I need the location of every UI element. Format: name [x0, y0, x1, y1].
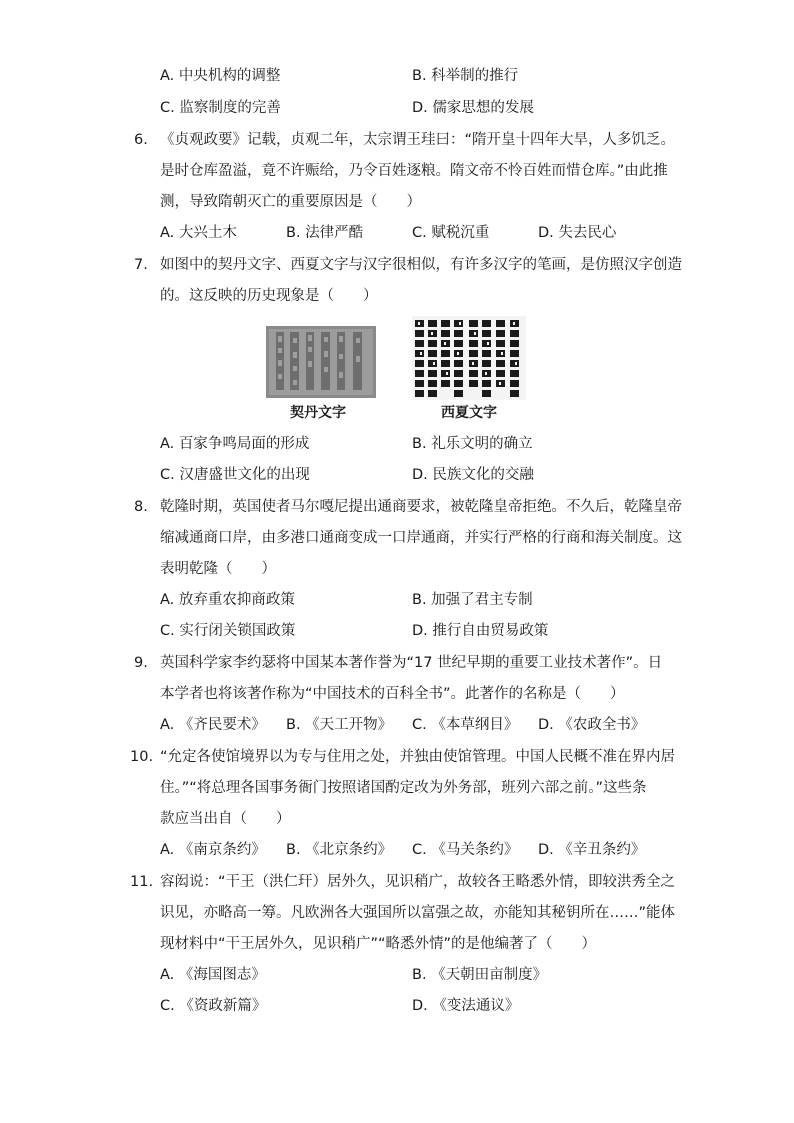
question-text: 的。这反映的历史现象是（ ）	[160, 288, 378, 304]
question-text: 款应当出自（ ）	[160, 811, 291, 827]
q10-option-a: A. 《南京条约》	[160, 842, 266, 858]
question-number: 10.	[130, 749, 154, 765]
q5-option-d: D. 儒家思想的发展	[412, 100, 534, 116]
q8-option-a: A. 放弃重农抑商政策	[160, 592, 295, 608]
q10-option-b: B. 《北京条约》	[286, 842, 393, 858]
question-text: 《贞观政要》记载，贞观二年，太宗谓王珪曰：“隋开皇十四年大旱，人多饥乏。	[160, 132, 676, 148]
question-number: 6.	[134, 132, 148, 148]
question-text: 本学者也将该著作称为“中国技术的百科全书”。此著作的名称是（ ）	[160, 686, 625, 702]
q6-option-d: D. 失去民心	[538, 225, 617, 241]
q9-option-d: D. 《农政全书》	[538, 717, 646, 733]
q11-option-d: D. 《变法通议》	[412, 998, 520, 1014]
q8-option-b: B. 加强了君主专制	[412, 592, 533, 608]
q8-option-c: C. 实行闭关锁国政策	[160, 623, 296, 639]
q9-option-b: B. 《天工开物》	[286, 717, 393, 733]
q9-option-a: A. 《齐民要术》	[160, 717, 266, 733]
q5-option-c: C. 监察制度的完善	[160, 100, 281, 116]
question-text: 容闳说：“干王（洪仁玕）居外久，见识稍广，故较各王略悉外情，即较洪秀全之	[160, 874, 676, 890]
q9-option-c: C. 《本草纲目》	[412, 717, 519, 733]
q6-option-a: A. 大兴土木	[160, 225, 237, 241]
khitan-caption: 契丹文字	[290, 405, 346, 421]
question-text: 乾隆时期，英国使者马尔嘎尼提出通商要求，被乾隆皇帝拒绝。不久后，乾隆皇帝	[160, 499, 682, 515]
question-text: 表明乾隆（ ）	[160, 561, 276, 577]
tangut-script-image	[412, 316, 526, 400]
tangut-caption: 西夏文字	[441, 405, 497, 421]
question-text: 测，导致隋朝灭亡的重要原因是（ ）	[160, 194, 421, 210]
q5-option-a: A. 中央机构的调整	[160, 68, 281, 84]
q11-option-a: A. 《海国图志》	[160, 967, 266, 983]
question-text: 如图中的契丹文字、西夏文字与汉字很相似，有许多汉字的笔画，是仿照汉字创造	[160, 257, 682, 273]
q10-option-c: C. 《马关条约》	[412, 842, 519, 858]
q7-option-a: A. 百家争鸣局面的形成	[160, 436, 310, 452]
question-text: 现材料中“干王居外久，见识稍广”“略悉外情”的是他编著了（ ）	[160, 936, 597, 952]
khitan-script-image	[266, 326, 376, 398]
q11-option-b: B. 《天朝田亩制度》	[412, 967, 548, 983]
question-text: 是时仓库盈溢，竟不许赈给，乃令百姓逐粮。隋文帝不怜百姓而惜仓库。”由此推	[160, 163, 668, 179]
question-text: 住。”“将总理各国事务衙门按照诸国酌定改为外务部，班列六部之前。”这些条	[160, 780, 647, 796]
question-number: 11.	[130, 874, 154, 890]
question-text: 英国科学家李约瑟将中国某本著作誉为“17 世纪早期的重要工业技术著作”。日	[160, 655, 663, 671]
q5-option-b: B. 科举制的推行	[412, 68, 519, 84]
question-text: 识见，亦略高一筹。凡欧洲各大强国所以富强之故，亦能知其秘钥所在……”能体	[160, 905, 676, 921]
q10-option-d: D. 《辛丑条约》	[538, 842, 646, 858]
q7-option-c: C. 汉唐盛世文化的出现	[160, 467, 310, 483]
q11-option-c: C. 《资政新篇》	[160, 998, 267, 1014]
q6-option-b: B. 法律严酷	[286, 225, 364, 241]
q7-option-d: D. 民族文化的交融	[412, 467, 534, 483]
question-number: 8.	[134, 499, 148, 515]
question-text: 缩减通商口岸，由多港口通商变成一口岸通商，并实行严格的行商和海关制度。这	[160, 530, 682, 546]
q8-option-d: D. 推行自由贸易政策	[412, 623, 549, 639]
q6-option-c: C. 赋税沉重	[412, 225, 490, 241]
question-text: “允定各使馆境界以为专与住用之处，并独由使馆管理。中国人民概不准在界内居	[160, 749, 676, 765]
q7-option-b: B. 礼乐文明的确立	[412, 436, 533, 452]
question-number: 9.	[134, 655, 148, 671]
question-number: 7.	[134, 257, 148, 273]
